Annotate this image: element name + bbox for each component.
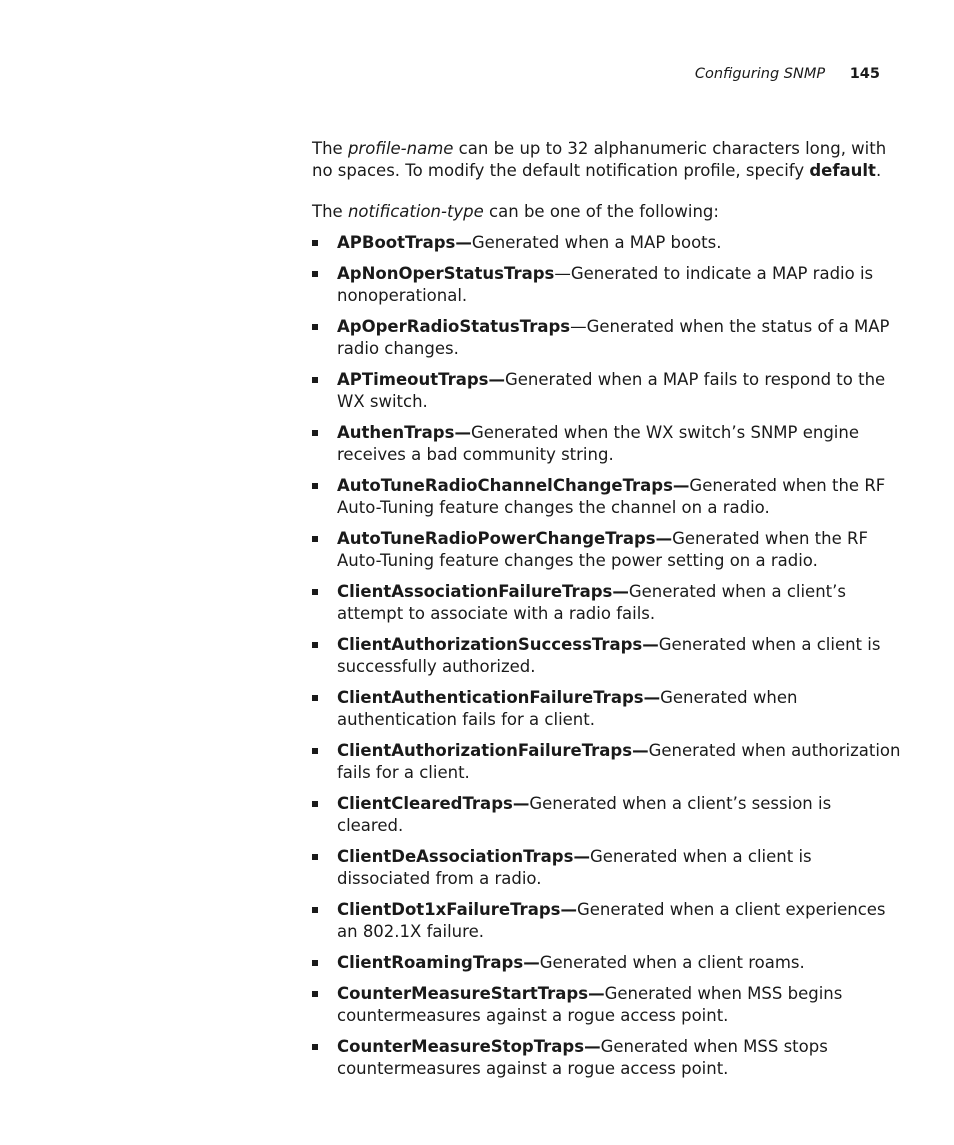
list-item — [312, 422, 902, 466]
trap-name: ApOperRadioStatusTraps — [337, 317, 571, 336]
trap-description: Generated when the RF Auto-Tuning feature changes the power setting on a radio. — [337, 529, 868, 570]
text-run: can be up to 32 alphanumeric characters long, with no spaces. To modify the default notification profile, specify — [312, 139, 887, 180]
em-dash: — — [672, 476, 690, 495]
em-dash: — — [642, 635, 659, 654]
trap-name: AutoTuneRadioPowerChangeTraps — [337, 529, 656, 548]
trap-name: AutoTuneRadioChannelChangeTraps — [337, 476, 673, 495]
profile-name-term: profile-name — [347, 139, 454, 158]
square-bullet-icon — [312, 324, 318, 330]
list-item — [312, 983, 902, 1027]
trap-name: APTimeoutTraps — [337, 370, 489, 389]
trap-description: Generated when a client’s attempt to associate with a radio fails. — [337, 582, 846, 623]
em-dash: — — [643, 688, 661, 707]
trap-description: Generated when a client’s session is cleared. — [337, 794, 832, 835]
notification-type-term: notification-type — [347, 202, 484, 221]
square-bullet-icon — [312, 695, 318, 701]
trap-description: Generated when a client roams. — [539, 953, 805, 972]
square-bullet-icon — [312, 536, 318, 542]
section-title: Configuring SNMP — [694, 66, 826, 82]
trap-name: CounterMeasureStartTraps — [337, 984, 589, 1003]
trap-name: ClientAuthorizationSuccessTraps — [337, 635, 643, 654]
trap-name: ClientAuthorizationFailureTraps — [337, 741, 633, 760]
page-body — [312, 138, 902, 1089]
list-item — [312, 634, 902, 678]
trap-name: ClientAuthenticationFailureTraps — [337, 688, 644, 707]
default-keyword: default — [809, 161, 876, 180]
list-item — [312, 793, 902, 837]
list-item — [312, 581, 902, 625]
running-header — [695, 66, 880, 82]
list-item — [312, 846, 902, 890]
trap-description: Generated when MSS stops countermeasures against a rogue access point. — [337, 1037, 828, 1078]
trap-name: ClientDot1xFailureTraps — [337, 900, 561, 919]
square-bullet-icon — [312, 271, 318, 277]
trap-description: Generated when the RF Auto-Tuning feature changes the channel on a radio. — [337, 476, 886, 517]
trap-name: ClientRoamingTraps — [337, 953, 524, 972]
text-run: The — [312, 202, 348, 221]
trap-name: AuthenTraps — [337, 423, 455, 442]
list-item — [312, 475, 902, 519]
trap-name: ClientDeAssociationTraps — [337, 847, 574, 866]
list-item — [312, 899, 902, 943]
trap-description: Generated when a client is successfully authorized. — [337, 635, 881, 676]
em-dash: — — [612, 582, 629, 601]
trap-description: Generated when authorization fails for a client. — [337, 741, 901, 782]
em-dash: — — [455, 233, 472, 252]
text-run: can be one of the following: — [483, 202, 719, 221]
trap-description: Generated when the WX switch’s SNMP engine receives a bad community string. — [337, 423, 859, 464]
em-dash: — — [655, 529, 673, 548]
trap-name: CounterMeasureStopTraps — [337, 1037, 585, 1056]
list-item — [312, 1036, 902, 1080]
trap-name: ClientAssociationFailureTraps — [337, 582, 613, 601]
text-run: The — [312, 139, 348, 158]
square-bullet-icon — [312, 377, 318, 383]
list-item — [312, 316, 902, 360]
square-bullet-icon — [312, 801, 318, 807]
square-bullet-icon — [312, 748, 318, 754]
square-bullet-icon — [312, 854, 318, 860]
trap-name: ClientClearedTraps — [337, 794, 513, 813]
em-dash: — — [488, 370, 505, 389]
page-number: 145 — [849, 66, 880, 82]
em-dash: — — [523, 953, 540, 972]
list-item — [312, 952, 902, 974]
em-dash: — — [454, 423, 471, 442]
list-item — [312, 687, 902, 731]
square-bullet-icon — [312, 483, 318, 489]
trap-description: Generated when the status of a MAP radio changes. — [337, 317, 890, 358]
trap-description: Generated when a client experiences an 802.1X failure. — [337, 900, 886, 941]
em-dash: — — [584, 1037, 601, 1056]
trap-description: Generated when MSS begins countermeasures against a rogue access point. — [337, 984, 843, 1025]
square-bullet-icon — [312, 1044, 318, 1050]
square-bullet-icon — [312, 960, 318, 966]
trap-description: Generated to indicate a MAP radio is nonoperational. — [337, 264, 874, 305]
em-dash: — — [570, 317, 587, 336]
em-dash: — — [588, 984, 605, 1003]
square-bullet-icon — [312, 907, 318, 913]
em-dash: — — [632, 741, 649, 760]
profile-name-paragraph — [312, 138, 902, 182]
trap-name: APBootTraps — [337, 233, 456, 252]
notification-type-list — [312, 232, 902, 1080]
square-bullet-icon — [312, 991, 318, 997]
trap-name: ApNonOperStatusTraps — [337, 264, 555, 283]
em-dash: — — [554, 264, 571, 283]
list-item — [312, 232, 902, 254]
trap-description: Generated when a MAP boots. — [471, 233, 722, 252]
trap-description: Generated when a MAP fails to respond to the WX switch. — [337, 370, 886, 411]
list-item — [312, 369, 902, 413]
list-item — [312, 528, 902, 572]
notification-type-paragraph — [312, 201, 902, 223]
square-bullet-icon — [312, 589, 318, 595]
list-item — [312, 263, 902, 307]
square-bullet-icon — [312, 430, 318, 436]
square-bullet-icon — [312, 240, 318, 246]
text-run: . — [875, 161, 882, 180]
list-item — [312, 740, 902, 784]
square-bullet-icon — [312, 642, 318, 648]
trap-description: Generated when a client is dissociated from a radio. — [337, 847, 812, 888]
em-dash: — — [560, 900, 577, 919]
trap-description: Generated when authentication fails for a client. — [337, 688, 798, 729]
em-dash: — — [512, 794, 530, 813]
em-dash: — — [573, 847, 590, 866]
